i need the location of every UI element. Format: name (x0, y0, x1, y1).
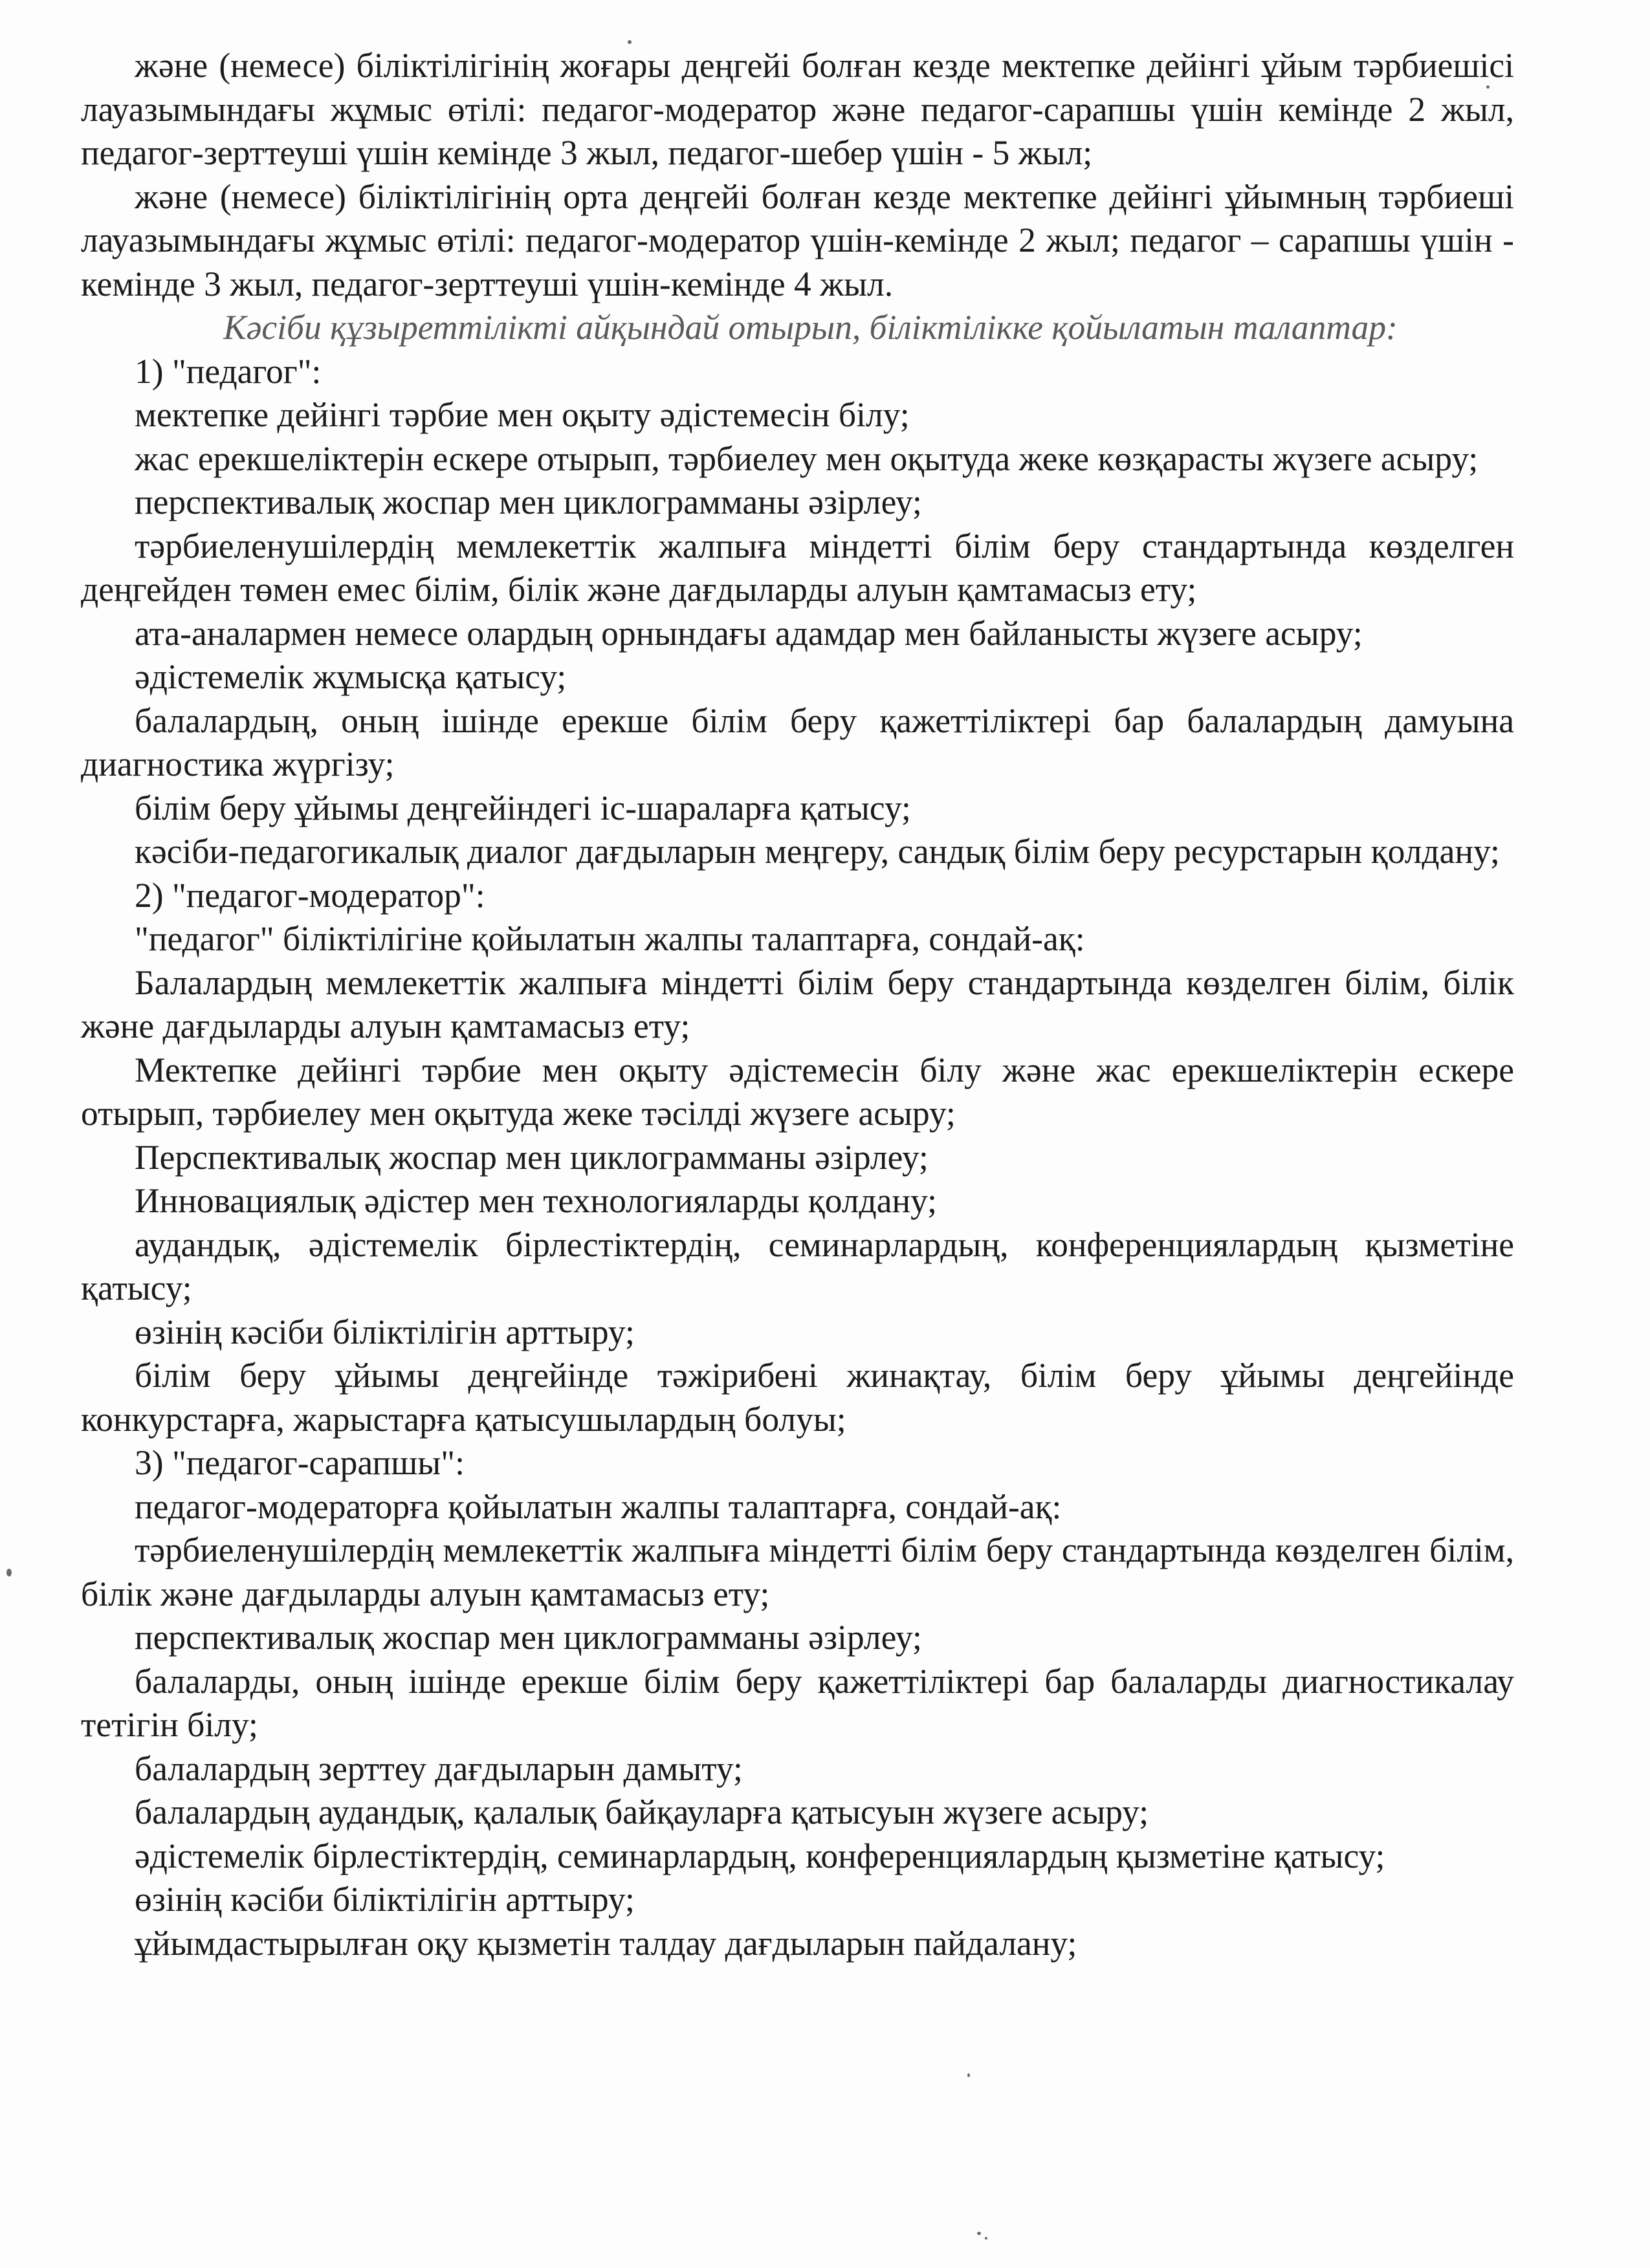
scan-speck (967, 2073, 970, 2077)
list-item: білім беру ұйымы деңгейіндегі іс-шараларға қатысу; (135, 788, 911, 827)
scan-speck (977, 2232, 981, 2235)
list-item: ұйымдастырылған оқу қызметін талдау дағдыларын пайдалану; (135, 1923, 1077, 1963)
scan-speck (1486, 85, 1490, 89)
list-item: балаларды, оның ішінде ерекше білім беру қажеттіліктері бар балаларды диагностикалау тетігін білу; (81, 1661, 1514, 1744)
scan-speck (985, 2237, 987, 2240)
list-item: өзінің кәсіби біліктілігін арттыру; (135, 1880, 635, 1919)
list-item: перспективалық жоспар мен циклограмманы әзірлеу; (135, 483, 922, 521)
list-item: ата-аналармен немесе олардың орнындағы адамдар мен байланысты жүзеге асыру; (135, 613, 1363, 653)
list-item: перспективалық жоспар мен циклограмманы әзірлеу; (135, 1618, 922, 1657)
list-item: білім беру ұйымы деңгейінде тәжірибені жинақтау, білім беру ұйымы деңгейінде конкурстарға, жарыстарға қатысушылардың болуы; (81, 1356, 1514, 1439)
list-item: тәрбиеленушілердің мемлекеттік жалпыға міндетті білім беру стандартында көзделген деңгейден төмен емес білім, білік және дағдыларды алуын қамтамасыз ету; (81, 526, 1514, 609)
section-heading: Кәсіби құзыреттілікті айқындай отырып, біліктілікке қойылатын талаптар: (223, 308, 1398, 347)
list-item: "педагог" біліктілігіне қойылатын жалпы талаптарға, сондай-ақ: (135, 919, 1085, 958)
list-item-heading: 2) "педагог-модератор": (135, 875, 485, 915)
list-item: балалардың, оның ішінде ерекше білім беру қажеттіліктері бар балалардың дамуына диагностика жүргізу; (81, 701, 1514, 783)
scan-speck (6, 1569, 12, 1576)
list-item: әдістемелік жұмысқа қатысу; (135, 657, 567, 696)
document-body (81, 44, 1514, 1965)
list-item: Балалардың мемлекеттік жалпыға міндетті білім беру стандартында көзделген білім, білік және дағдыларды алуын қамтамасыз ету; (81, 963, 1514, 1045)
list-item: жас ерекшеліктерін ескере отырып, тәрбиелеу мен оқытуда жеке көзқарасты жүзеге асыру; (135, 439, 1479, 478)
list-item-heading: 1) "педагог": (135, 351, 322, 391)
list-item: өзінің кәсіби біліктілігін арттыру; (135, 1312, 635, 1351)
list-item: аудандық, әдістемелік бірлестіктердің, семинарлардың, конференциялардың қызметіне қатысу; (81, 1225, 1514, 1307)
scan-speck (628, 40, 632, 44)
list-item: кәсіби-педагогикалық диалог дағдыларын меңгеру, сандық білім беру ресурстарын қолдану; (135, 832, 1500, 871)
paragraph: және (немесе) біліктілігінің орта деңгейі болған кезде мектепке дейінгі ұйымның тәрбиеші лауазымындағы жұмыс өтілі: педагог-модератор үшін-кемінде 2 жыл; педагог – сарапшы үшін - кемінде 3 жыл, педагог-зерттеуші үшін-кемінде 4 жыл. (81, 177, 1514, 303)
list-item: балалардың зерттеу дағдыларын дамыту; (135, 1749, 743, 1788)
paragraph: және (немесе) біліктілігінің жоғары деңгейі болған кезде мектепке дейінгі ұйым тәрбиешісі лауазымындағы жұмыс өтілі: педагог-модератор және педагог-сарапшы үшін кемінде 2 жыл, педагог-зерттеуші үшін кемінде 3 жыл, педагог-шебер үшін - 5 жыл; (81, 46, 1514, 172)
list-item: педагог-модераторға қойылатын жалпы талаптарға, сондай-ақ: (135, 1487, 1062, 1526)
list-item-heading: 3) "педагог-сарапшы": (135, 1443, 465, 1482)
list-item: мектепке дейінгі тәрбие мен оқыту әдістемесін білу; (135, 395, 910, 434)
list-item: Мектепке дейінгі тәрбие мен оқыту әдістемесін білу және жас ерекшеліктерін ескере отырып, тәрбиелеу мен оқытуда жеке тәсілді жүзеге асыру; (81, 1050, 1514, 1133)
list-item: Перспективалық жоспар мен циклограмманы әзірлеу; (135, 1137, 929, 1177)
list-item: балалардың аудандық, қалалық байқауларға қатысуын жүзеге асыру; (135, 1793, 1149, 1831)
list-item: әдістемелік бірлестіктердің, семинарлардың, конференциялардың қызметіне қатысу; (135, 1836, 1385, 1875)
list-item: тәрбиеленушілердің мемлекеттік жалпыға міндетті білім беру стандартында көзделген білім, білік және дағдыларды алуын қамтамасыз ету; (81, 1531, 1514, 1613)
list-item: Инновациялық әдістер мен технологияларды қолдану; (135, 1181, 938, 1220)
